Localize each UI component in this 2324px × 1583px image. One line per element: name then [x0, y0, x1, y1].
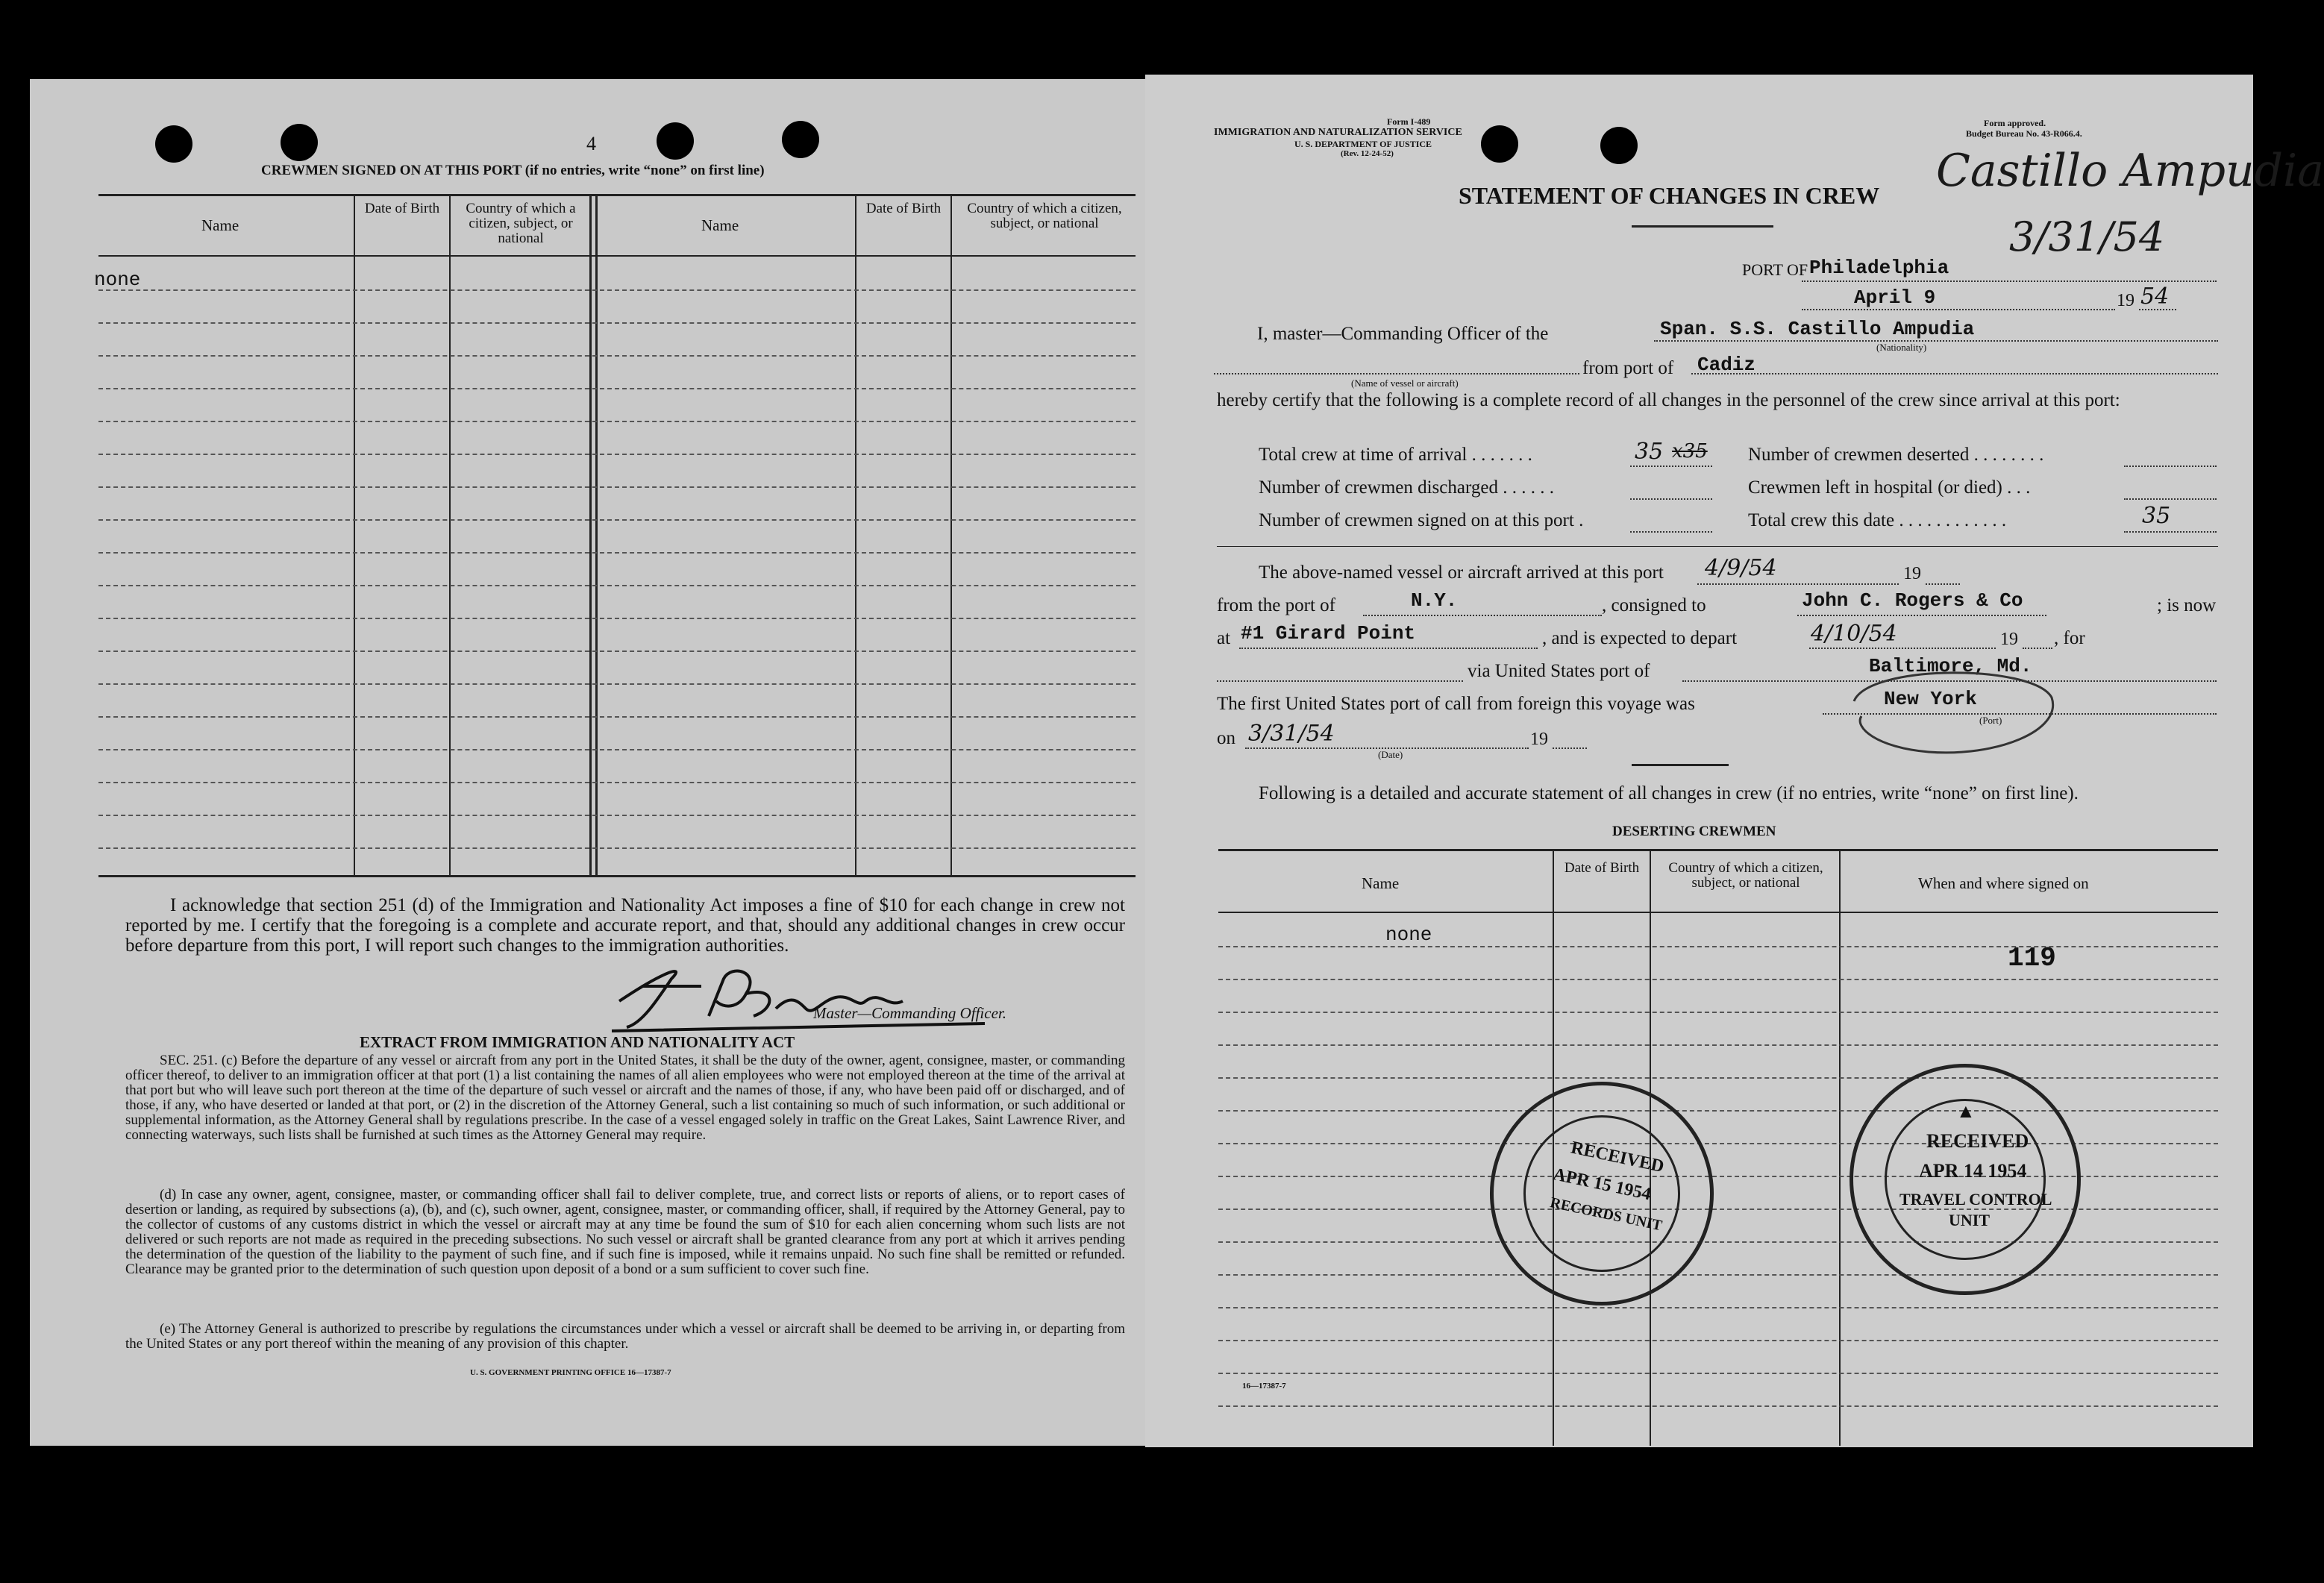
column-header-when-where: When and where signed on [1918, 874, 2089, 892]
table-row-line [1218, 1373, 2218, 1374]
table-header-border [98, 255, 1136, 257]
column-header-date-of-birth: Date of Birth [865, 201, 942, 216]
total-arrival-value: 35 [1635, 439, 1664, 465]
handwritten-date: 3/31/54 [2009, 213, 2165, 260]
table-row-line [1218, 1012, 2218, 1013]
fill-line [1239, 648, 1538, 649]
table-row-line [98, 355, 1136, 357]
table-row-line [1218, 1044, 2218, 1046]
section-251-e: (e) The Attorney General is authorized to prescribe by regulations the circumstances under which a vessel or aircraft shall be deemed to be arriving in, or departing from the United States or any port thereof within the meaning of any provision of this chapter. [125, 1321, 1125, 1352]
from-port-value: Cadiz [1697, 354, 1756, 376]
fill-line [2139, 309, 2176, 310]
stamp-text: RECORDS UNIT [1548, 1194, 1664, 1235]
table-top-border [1218, 849, 2218, 851]
column-divider [589, 194, 592, 877]
fill-line [1630, 531, 1712, 533]
fill-line [1802, 309, 2115, 310]
arrived-label: The above-named vessel or aircraft arrived at this port [1259, 562, 1664, 583]
signature-caption: Master—Commanding Officer. [813, 1004, 1006, 1022]
budget-bureau: Budget Bureau No. 43-R066.4. [1966, 128, 2082, 139]
fill-line [1797, 615, 2046, 616]
first-entry-none: none [1385, 924, 1432, 946]
column-header-name: Name [201, 216, 239, 234]
fill-line [1553, 747, 1587, 749]
fill-line [1697, 583, 1899, 585]
column-header-country: Country of which a citizen, subject, or national [1668, 860, 1823, 891]
table-header-border [1218, 912, 2218, 913]
section-251-c: SEC. 251. (c) Before the departure of any vessel or aircraft from any port in the United States, it shall be the duty of the owner, agent, consignee, master, or commanding officer thereof, to deliver to an immigration officer at that port (1) a list containing the names of all alien employees who were not employed thereon at the time of the arrival at that port but who will leave such port thereon at the time of the departure of such vessel or aircraft and the names of those, if any, who have been paid off or discharged, and of those, if any, who have deserted or landed at that port, or (2) in the discretion of the Attorney General, such a list containing so much of such information, or such additional or supplemental information, as the Attorney General shall by regulations prescribe. In the case of a vessel engaged solely in traffic on the Great Lakes, Saint Lawrence River, and connecting waterways, such lists shall be furnished at such times as the Attorney General may require. [125, 1053, 1125, 1143]
table-row-line [98, 585, 1136, 586]
table-row-line [98, 716, 1136, 718]
left-page [30, 79, 1145, 1446]
stamped-number: 119 [2008, 943, 2056, 974]
punch-hole [281, 124, 318, 161]
hand-drawn-circle [1839, 656, 2063, 761]
total-arrival-label: Total crew at time of arrival . . . . . . . [1259, 445, 1532, 465]
table-row-line [98, 421, 1136, 422]
from-port-of-label: from the port of [1217, 595, 1335, 615]
section-rule [1632, 764, 1729, 766]
table-title: CREWMEN SIGNED ON AT THIS PORT (if no entries, write “none” on first line) [261, 163, 765, 178]
column-header-country: Country of which a citizen, subject, or national [466, 201, 576, 246]
via-value: Baltimore, Md. [1869, 655, 2032, 677]
column-divider [855, 194, 856, 877]
deserting-title: DESERTING CREWMEN [1612, 824, 1776, 839]
table-row-line [98, 782, 1136, 783]
vessel-value: Span. S.S. Castillo Ampudia [1660, 318, 1975, 340]
table-row-line [98, 289, 1136, 291]
hospital-label: Crewmen left in hospital (or died) . . . [1748, 477, 2031, 498]
table-row-line [98, 388, 1136, 389]
at-value: #1 Girard Point [1241, 622, 1416, 645]
on-value: 3/31/54 [1248, 721, 1335, 747]
table-row-line [1218, 1110, 2218, 1112]
first-entry-none: none [94, 269, 141, 291]
handwritten-vessel-name: Castillo Ampudia [1936, 145, 2324, 197]
year-value: 54 [2140, 283, 2170, 310]
nineteen: 19 [1903, 564, 1921, 583]
column-divider [1839, 849, 1841, 1446]
revision: (Rev. 12-24-52) [1341, 149, 1394, 158]
expected-label: , and is expected to depart [1542, 628, 1738, 648]
form-approved: Form approved. [1984, 118, 2046, 128]
column-header-date-of-birth: Date of Birth [1564, 860, 1640, 876]
fill-line [2124, 498, 2217, 500]
form-id: Form I-489 [1387, 116, 1431, 127]
fill-line [1630, 498, 1712, 500]
year-prefix: 19 [2117, 291, 2134, 310]
page-number: 4 [586, 133, 596, 154]
punch-hole [1481, 125, 1518, 163]
port-value: Philadelphia [1809, 257, 1949, 279]
port-label: PORT OF [1742, 260, 1808, 279]
column-divider [354, 194, 355, 877]
title-rule [1632, 225, 1773, 228]
department: U. S. DEPARTMENT OF JUSTICE [1294, 139, 1432, 149]
fill-line [1214, 373, 1579, 374]
table-row-line [1218, 1274, 2218, 1276]
table-row-line [1218, 1307, 2218, 1308]
total-date-value: 35 [2142, 503, 2171, 529]
form-title: STATEMENT OF CHANGES IN CREW [1459, 182, 1880, 209]
fill-line [2124, 466, 2217, 467]
from-port-label: from port of [1582, 358, 1674, 378]
for-label: , for [2054, 628, 2085, 648]
consigned-label: , consigned to [1602, 595, 1706, 615]
fill-line [2124, 531, 2217, 533]
section-251-d: (d) In case any owner, agent, consignee, master, or commanding officer shall fail to deliver complete, true, and correct lists or reports of aliens, or to report cases of desertion or landing, as required by subsections (a), (b), and (c), such owner, agent, consignee, master, or commanding officer, shall, if required by the Attorney General, pay to the collector of customs of any customs district in which the vessel or aircraft may at any time be found the sum of $10 for each alien concerning whom such lists are not delivered or such reports are not made as required in the preceding subsections. No such vessel or aircraft shall be granted clearance from any port at which it arrives pending the determination of the question of the liability to the payment of such fine, and if such fine is imposed, while it remains unpaid. No such fine shall be remitted or refunded. Clearance may be granted prior to the determination of such question upon deposit of a bond or a sum sufficient to cover such fine. [125, 1187, 1125, 1277]
punch-hole [1600, 127, 1638, 164]
signed-on-label: Number of crewmen signed on at this port . [1259, 510, 1584, 530]
fill-line [1691, 373, 2218, 374]
table-row-line [98, 618, 1136, 619]
table-row-line [1218, 1340, 2218, 1341]
stamp-text: APR 14 1954 [1919, 1160, 2027, 1182]
following-text: Following is a detailed and accurate statement of all changes in crew (if no entries, write “none” on first line). [1259, 783, 2079, 803]
nineteen: 19 [1530, 730, 1548, 749]
first-port-label: The first United States port of call from foreign this voyage was [1217, 694, 1695, 714]
stamp-text: TRAVEL CONTROL [1899, 1190, 2052, 1209]
printer-line: U. S. GOVERNMENT PRINTING OFFICE 16—17387-7 [470, 1368, 671, 1377]
column-header-country: Country of which a citizen, subject, or national [967, 201, 1122, 231]
table-row-line [98, 847, 1136, 849]
column-divider [449, 194, 451, 877]
punch-hole [155, 125, 192, 163]
fill-line [1654, 340, 2218, 342]
agency: IMMIGRATION AND NATURALIZATION SERVICE [1214, 127, 1462, 138]
fill-line [1802, 280, 2217, 282]
nationality-caption: (Nationality) [1876, 342, 1927, 353]
stamp-text: RECEIVED [1926, 1130, 2029, 1152]
certify-text: hereby certify that the following is a complete record of all changes in the personnel of the crew since arrival at this port: [1217, 390, 2120, 410]
table-row-line [98, 651, 1136, 652]
first-port-value: New York [1884, 688, 1977, 710]
printer-line: 16—17387-7 [1242, 1382, 1286, 1391]
total-date-label: Total crew this date . . . . . . . . . . . . [1748, 510, 2007, 530]
fill-line [1809, 648, 1996, 649]
table-bottom-border [98, 875, 1136, 877]
table-row-line [98, 552, 1136, 554]
acknowledgement-text: I acknowledge that section 251 (d) of the Immigration and Nationality Act imposes a fine of $10 for each change in crew not reported by me. I certify that the foregoing is a complete and accurate report, and that, should any additional changes in crew occur before departure from this port, I will report such changes to the immigration authorities. [125, 895, 1125, 956]
fill-line [1926, 583, 1960, 585]
table-row-line [98, 322, 1136, 324]
column-header-name: Name [701, 216, 739, 234]
on-label: on [1217, 728, 1235, 748]
consigned-value: John C. Rogers & Co [1802, 589, 2023, 612]
table-row-line [98, 749, 1136, 750]
extract-title: EXTRACT FROM IMMIGRATION AND NATIONALITY ACT [360, 1033, 795, 1051]
column-divider [595, 194, 598, 877]
master-label: I, master—Commanding Officer of the [1257, 324, 1549, 344]
received-stamp-records-unit [1469, 1061, 1735, 1326]
column-header-name: Name [1362, 874, 1400, 892]
table-row-line [1218, 946, 2218, 947]
at-label: at [1217, 628, 1231, 648]
stamp-text: APR 15 1954 [1551, 1164, 1653, 1205]
table-row-line [1218, 1241, 2218, 1243]
stamp-text: RECEIVED [1569, 1138, 1666, 1177]
right-page [1145, 75, 2324, 1447]
fill-line [2023, 648, 2052, 649]
stamp-text: UNIT [1949, 1211, 1991, 1229]
total-arrival-struck: x35 [1672, 440, 1708, 463]
depart-value: 4/10/54 [1811, 621, 1897, 647]
section-rule [1217, 546, 2218, 547]
fill-line [1630, 466, 1712, 467]
is-now: ; is now [2157, 595, 2217, 615]
column-divider [950, 194, 952, 877]
from-port-of-value: N.Y. [1411, 589, 1458, 612]
vessel-caption: (Name of vessel or aircraft) [1351, 377, 1459, 389]
table-row-line [1218, 1077, 2218, 1079]
table-row-line [98, 683, 1136, 685]
via-label: via United States port of [1468, 661, 1650, 681]
arrow-up-icon: ▲ [1956, 1100, 1976, 1122]
table-top-border [98, 194, 1136, 196]
nineteen: 19 [2000, 630, 2018, 649]
table-row-line [1218, 1405, 2218, 1407]
discharged-label: Number of crewmen discharged . . . . . . [1259, 477, 1554, 498]
master-signature [597, 956, 1015, 1038]
received-stamp-travel-control [1850, 1064, 2081, 1295]
date-value: April 9 [1854, 286, 1936, 309]
table-row-line [98, 519, 1136, 521]
port-caption: (Port) [1979, 715, 2002, 726]
table-row-line [98, 815, 1136, 816]
punch-hole [657, 122, 694, 160]
deserted-label: Number of crewmen deserted . . . . . . . . [1748, 445, 2044, 465]
fill-line [1217, 680, 1463, 682]
table-row-line [98, 486, 1136, 488]
date-caption: (Date) [1378, 749, 1403, 760]
arrived-value: 4/9/54 [1705, 555, 1777, 581]
punch-hole [782, 121, 819, 158]
fill-line [1363, 615, 1602, 616]
column-header-date-of-birth: Date of Birth [364, 201, 440, 216]
table-row-line [1218, 979, 2218, 980]
table-row-line [98, 454, 1136, 455]
